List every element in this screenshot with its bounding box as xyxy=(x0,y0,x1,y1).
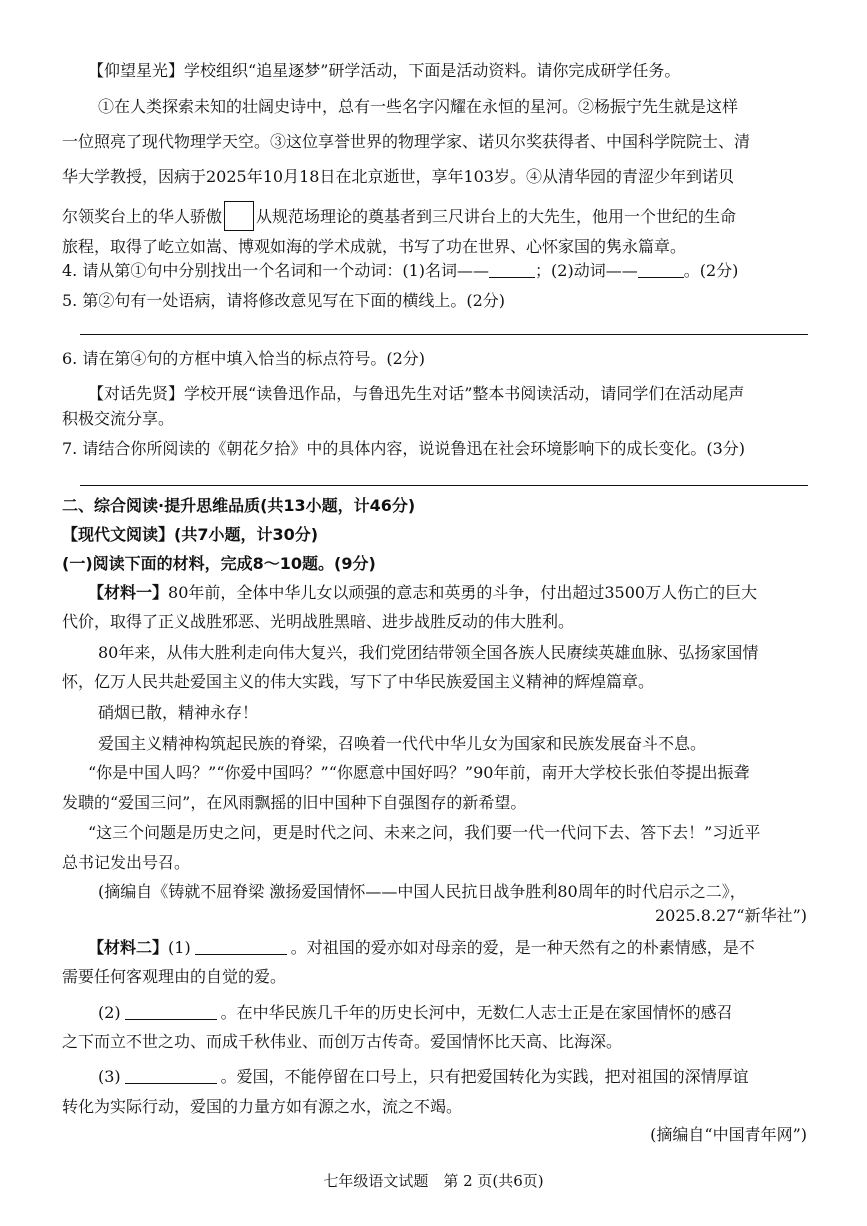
material-1-line: 总书记发出号召。 xyxy=(62,853,191,872)
material-2-tag: 【材料二】 xyxy=(88,938,169,957)
item-number: (1) xyxy=(168,938,191,957)
blank-1[interactable] xyxy=(195,938,287,955)
page-footer: 七年级语文试题 第 2 页(共6页) xyxy=(323,1172,544,1190)
material-2-source: (摘编自“中国青年网”) xyxy=(650,1125,807,1144)
blank-3[interactable] xyxy=(125,1067,217,1084)
material-2-item-3 xyxy=(98,1066,749,1088)
material-1-source-date: 2025.8.27“新华社”) xyxy=(654,906,807,925)
item-number: (3) xyxy=(98,1067,121,1086)
q7-answer-line[interactable] xyxy=(80,485,808,486)
dialog-heading xyxy=(88,383,744,405)
material-1-line: 代价，取得了正义战胜邪恶、光明战胜黑暗、进步战胜反动的伟大胜利。 xyxy=(62,612,575,631)
blank-2[interactable] xyxy=(125,1003,217,1020)
material-1-line: “这三个问题是历史之问，更是时代之问、未来之问，我们要一代一代问下去、答下去！”习近平 xyxy=(88,823,761,842)
passage-text: 从规范场理论的奠基者到三尺讲台上的大先生，他用一个世纪的生命 xyxy=(256,207,737,226)
q5-answer-line[interactable] xyxy=(80,334,808,335)
material-text: 。爱国，不能停留在口号上，只有把爱国转化为实践，把对祖国的深情厚谊 xyxy=(220,1067,749,1086)
material-text: 。对祖国的爱亦如对母亲的爱，是一种天然有之的朴素情感，是不 xyxy=(290,938,755,957)
item-number: (2) xyxy=(98,1003,121,1022)
question-7: 7. 请结合你所阅读的《朝花夕拾》中的具体内容，说说鲁迅在社会环境影响下的成长变化。(3分) xyxy=(62,439,746,458)
material-2-line: 之下而立不世之功、而成千秋伟业、而创万古传奇。爱国情怀比天高、比海深。 xyxy=(62,1032,623,1051)
material-2-line: 需要任何客观理由的自觉的爱。 xyxy=(62,967,287,986)
material-2-line: 转化为实际行动，爱国的力量方如有源之水，流之不竭。 xyxy=(62,1097,463,1116)
q4-text: 4. 请从第①句中分别找出一个名词和一个动词：(1)名词—— xyxy=(62,261,490,280)
q4-noun-blank[interactable] xyxy=(489,261,535,278)
material-1-line: “你是中国人吗？”“你爱中国吗？”“你愿意中国好吗？”90年前，南开大学校长张伯苓提出振聋 xyxy=(88,763,750,782)
passage-line: ①在人类探索未知的壮阔史诗中，总有一些名字闪耀在永恒的星河。②杨振宁先生就是这样 xyxy=(98,97,739,116)
material-1-line: 80年来，从伟大胜利走向伟大复兴，我们党团结带领全国各族人民赓续英雄血脉、弘扬家国情 xyxy=(98,643,759,662)
material-1-tag: 【材料一】 xyxy=(88,583,169,602)
passage-line: 旅程，取得了屹立如嵩、博观如海的学术成就，书写了功在世界、心怀家国的隽永篇章。 xyxy=(62,237,687,256)
material-1-source: (摘编自《铸就不屈脊梁 激扬爱国情怀——中国人民抗日战争胜利80周年的时代启示之二》， xyxy=(98,882,746,901)
punctuation-box[interactable] xyxy=(224,201,254,231)
passage-line: 华大学教授，因病于2025年10月18日在北京逝世，享年103岁。④从清华园的青涩少年到诺贝 xyxy=(62,167,734,186)
activity-tag: 【仰望星光】 xyxy=(88,61,185,80)
material-2-item-2 xyxy=(98,1002,733,1024)
section-2-title: 二、综合阅读·提升思维品质(共13小题，计46分) xyxy=(62,496,416,515)
question-4 xyxy=(62,260,738,282)
material-1-line: 爱国主义精神构筑起民族的脊梁，召唤着一代代中华儿女为国家和民族发展奋斗不息。 xyxy=(98,734,707,753)
activity-intro: 学校组织“追星逐梦”研学活动，下面是活动资料。请你完成研学任务。 xyxy=(184,61,681,80)
modern-reading-title: 【现代文阅读】(共7小题，计30分) xyxy=(62,525,319,544)
q4-end: 。(2分) xyxy=(683,261,739,280)
dialog-intro-cont: 积极交流分享。 xyxy=(62,409,175,428)
part-1-title: (一)阅读下面的材料，完成8～10题。(9分) xyxy=(62,554,376,573)
question-5: 5. 第②句有一处语病，请将修改意见写在下面的横线上。(2分) xyxy=(62,291,506,310)
dialog-intro: 学校开展“读鲁迅作品，与鲁迅先生对话”整本书阅读活动，请同学们在活动尾声 xyxy=(184,384,745,403)
material-text: 80年前，全体中华儿女以顽强的意志和英勇的斗争，付出超过3500万人伤亡的巨大 xyxy=(168,583,758,602)
material-1-para xyxy=(88,582,757,604)
activity-heading xyxy=(88,60,680,82)
dialog-tag: 【对话先贤】 xyxy=(88,384,185,403)
q4-verb-blank[interactable] xyxy=(638,261,684,278)
material-1-line: 怀，亿万人民共赴爱国主义的伟大实践，写下了中华民族爱国主义精神的辉煌篇章。 xyxy=(62,672,655,691)
material-1-line: 发聩的“爱国三问”，在风雨飘摇的旧中国种下自强图存的新希望。 xyxy=(62,793,527,812)
material-text: 。在中华民族几千年的历史长河中，无数仁人志士正是在家国情怀的感召 xyxy=(220,1003,733,1022)
passage-line xyxy=(62,201,736,231)
passage-text: 尔领奖台上的华人骄傲 xyxy=(62,207,223,226)
q4-mid: ；(2)动词—— xyxy=(535,261,638,280)
material-1-line: 硝烟已散，精神永存！ xyxy=(98,703,259,722)
material-2-item-1 xyxy=(88,937,755,959)
passage-line: 一位照亮了现代物理学天空。③这位享誉世界的物理学家、诺贝尔奖获得者、中国科学院院士、清 xyxy=(62,132,751,151)
question-6: 6. 请在第④句的方框中填入恰当的标点符号。(2分) xyxy=(62,349,426,368)
